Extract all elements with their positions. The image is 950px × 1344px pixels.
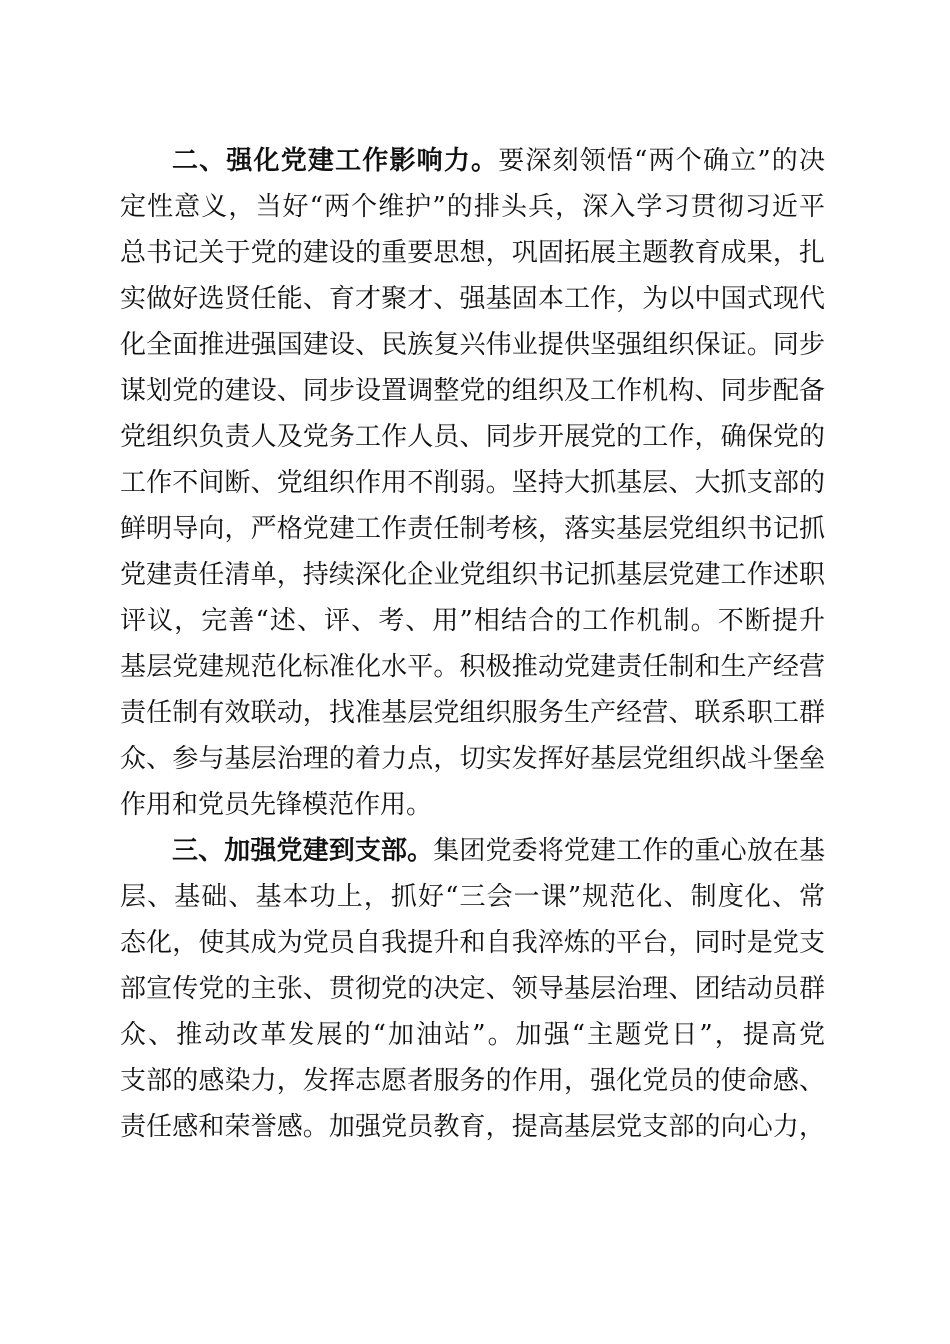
paragraph-1-line-13: 责任制有效联动，找准基层党组织服务生产经营、联系职工群 bbox=[120, 698, 825, 728]
paragraph-1-line-6: 谋划党的建设、同步设置调整党的组织及工作机构、同步配备 bbox=[120, 376, 825, 406]
paragraph-1-line-8: 工作不间断、党组织作用不削弱。坚持大抓基层、大抓支部的 bbox=[120, 468, 825, 498]
paragraph-2-text: 集团党委将党建工作的重心放在基 bbox=[433, 836, 825, 866]
paragraph-1-line-9: 鲜明导向，严格党建工作责任制考核，落实基层党组织书记抓 bbox=[120, 514, 825, 544]
paragraph-1-heading: 二、强化党建工作影响力。 bbox=[172, 146, 499, 176]
paragraph-1-line-5: 化全面推进强国建设、民族复兴伟业提供坚强组织保证。同步 bbox=[120, 330, 825, 360]
paragraph-1-line-12: 基层党建规范化标准化水平。积极推动党建责任制和生产经营 bbox=[120, 652, 825, 682]
paragraph-1-text: 要深刻领悟“两个确立”的决 bbox=[498, 146, 825, 176]
paragraph-1-line-7: 党组织负责人及党务工作人员、同步开展党的工作，确保党的 bbox=[120, 422, 825, 452]
paragraph-2-line-5: 众、推动改革发展的“加油站”。加强“主题党日”，提高党 bbox=[120, 1020, 825, 1050]
paragraph-2-line-2: 层、基础、基本功上，抓好“三会一课”规范化、制度化、常 bbox=[120, 882, 825, 912]
paragraph-2-line-1 bbox=[172, 828, 825, 874]
paragraph-1-line-4: 实做好选贤任能、育才聚才、强基固本工作，为以中国式现代 bbox=[120, 284, 825, 314]
paragraph-1-line-14: 众、参与基层治理的着力点，切实发挥好基层党组织战斗堡垒 bbox=[120, 744, 825, 774]
paragraph-2-line-4: 部宣传党的主张、贯彻党的决定、领导基层治理、团结动员群 bbox=[120, 974, 825, 1004]
paragraph-2-heading: 三、加强党建到支部。 bbox=[172, 836, 434, 866]
paragraph-1-line-11: 评议，完善“述、评、考、用”相结合的工作机制。不断提升 bbox=[120, 606, 825, 636]
paragraph-1-line-1 bbox=[172, 138, 825, 184]
paragraph-1-line-3: 总书记关于党的建设的重要思想，巩固拓展主题教育成果，扎 bbox=[120, 238, 825, 268]
paragraph-1-line-15: 作用和党员先锋模范作用。 bbox=[120, 790, 433, 820]
paragraph-1-line-2: 定性意义，当好“两个维护”的排头兵，深入学习贯彻习近平 bbox=[120, 192, 825, 222]
paragraph-2-line-6: 支部的感染力，发挥志愿者服务的作用，强化党员的使命感、 bbox=[120, 1066, 825, 1096]
paragraph-1-line-10: 党建责任清单，持续深化企业党组织书记抓基层党建工作述职 bbox=[120, 560, 825, 590]
paragraph-2-line-3: 态化，使其成为党员自我提升和自我淬炼的平台，同时是党支 bbox=[120, 928, 825, 958]
paragraph-2-line-7: 责任感和荣誉感。加强党员教育，提高基层党支部的向心力， bbox=[120, 1112, 825, 1142]
